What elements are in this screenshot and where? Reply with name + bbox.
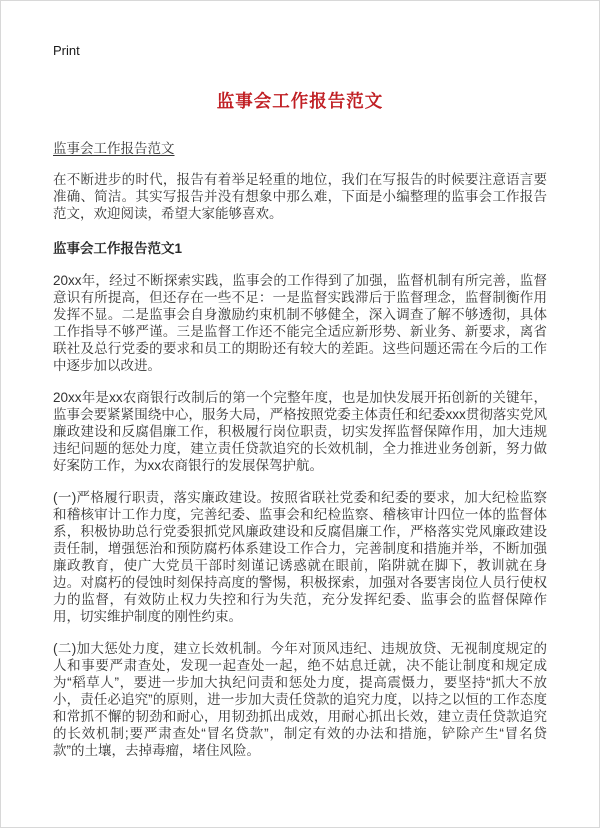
body-paragraph: (一)严格履行职责，落实廉政建设。按照省联社党委和纪委的要求，加大纪检监察和稽核审计工作力度，完善纪委、监事会和纪检监察、稽核审计四位一体的监督体系，积极协助总行党委狠抓党风廉政建设和反腐倡廉工作，严格落实党风廉政建设责任制，增强惩治和预防腐朽体系建设工作合力，完善制度和措施并举，不断加强廉政教育，使广大党员干部时刻谨记诱惑就在眼前，陷阱就在脚下，教训就在身边。对腐朽的侵蚀时刻保持高度的警惕，积极探索，加强对各要害岗位人员行使权力的监督，有效防止权力失控和行为失范，充分发挥纪委、监事会的监督保障作用，切实维护制度的刚性约束。 <box>53 490 547 624</box>
print-button[interactable]: Print <box>53 43 80 58</box>
section-heading: 监事会工作报告范文1 <box>53 241 183 256</box>
doc-subtitle: 监事会工作报告范文 <box>53 141 175 156</box>
body-paragraph: 20xx年，经过不断探索实践，监事会的工作得到了加强，监督机制有所完善，监督意识有所提高，但还存在一些不足：一是监督实践滞后于监督理念，监督制衡作用发挥不显。二是监事会自身激励约束机制不够健全，深入调查了解不够透彻，具体工作指导不够严谨。三是监督工作还不能完全适应新形势、新业务、新要求，离省联社及总行党委的要求和员工的期盼还有较大的差距。这些问题还需在今后的工作中逐步加以改进。 <box>53 273 547 373</box>
page-title: 监事会工作报告范文 <box>216 91 384 111</box>
intro-paragraph: 在不断进步的时代，报告有着举足轻重的地位，我们在写报告的时候要注意语言要准确、简洁。其实写报告并没有想象中那么难，下面是小编整理的监事会工作报告范文，欢迎阅读，希望大家能够喜欢。 <box>53 172 547 221</box>
body-paragraph: 20xx年是xx农商银行改制后的第一个完整年度，也是加快发展开拓创新的关键年，监事会要紧紧围绕中心，服务大局，严格按照党委主体责任和纪委xxx贯彻落实党风廉政建设和反腐倡廉工作，积极履行岗位职责，切实发挥监督保障作用，加大违规违纪问题的惩处力度，建立责任贷款追究的长效机制，全力推进业务创新，努力做好案防工作，为xx农商银行的发展保驾护航。 <box>53 390 547 473</box>
body-paragraph: (二)加大惩处力度，建立长效机制。今年对顶风违纪、违规放贷、无视制度规定的人和事要严肃查处，发现一起查处一起，绝不姑息迁就，决不能让制度和规定成为“稻草人”，要进一步加大执纪问责和惩处力度，提高震慑力，要坚持“抓大不放小，责任必追究”的原则，进一步加大责任贷款的追究力度，以持之以恒的工作态度和常抓不懈的韧劲和耐心，用韧劲抓出成效，用耐心抓出长效，建立责任贷款追究的长效机制;要严肃查处“冒名贷款”，制定有效的办法和措施，铲除产生“冒名贷款”的土壤，去掉毒瘤，堵住风险。 <box>53 641 547 758</box>
